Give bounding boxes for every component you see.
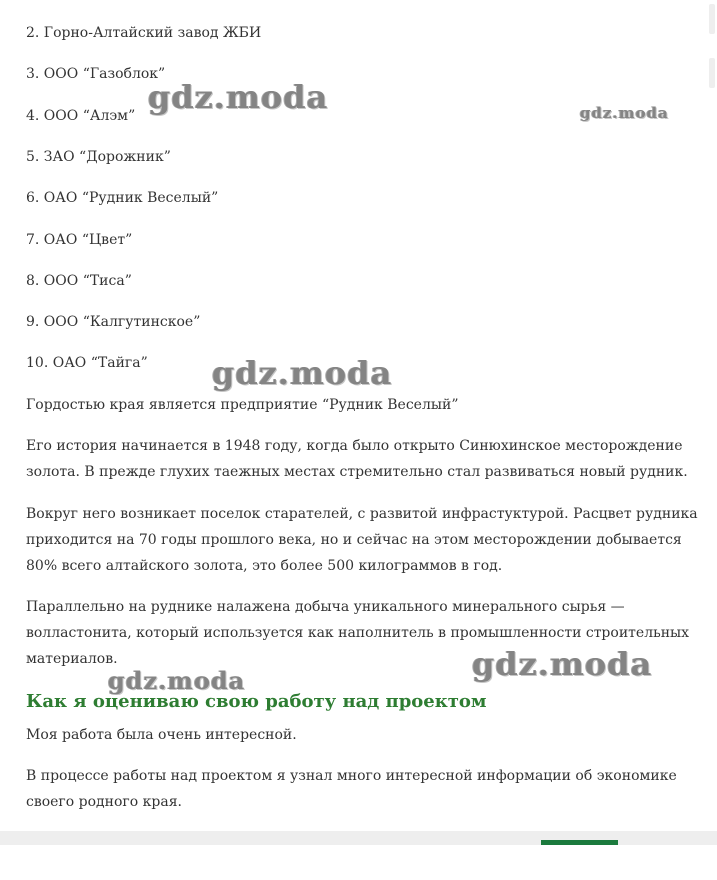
list-item: 4. ООО “Алэм”: [26, 108, 136, 124]
paragraph-mineral-line: Параллельно на руднике налажена добыча уникального минерального сырья —: [26, 599, 625, 615]
paragraph-mineral-line: материалов.: [26, 651, 118, 667]
paragraph-settlement-line: Вокруг него возникает поселок старателей, с развитой инфрастуктурой. Расцвет рудника: [26, 506, 698, 522]
watermark: gdz.moda: [148, 78, 329, 116]
pride-sentence: Гордостью края является предприятие “Рудник Веселый”: [26, 397, 459, 413]
footer-accent[interactable]: [541, 840, 618, 845]
list-item: 10. ОАО “Тайга”: [26, 355, 148, 371]
list-item: 3. ООО “Газоблок”: [26, 66, 166, 82]
paragraph-history-line: золота. В прежде глухих таежных местах стремительно стал развиваться новый рудник.: [26, 464, 688, 480]
list-item: 9. ООО “Калгутинское”: [26, 314, 201, 330]
scrollbar-thumb[interactable]: [709, 58, 715, 88]
list-item: 8. ООО “Тиса”: [26, 273, 132, 289]
watermark: gdz.moda: [212, 354, 393, 392]
watermark: gdz.moda: [472, 645, 653, 683]
paragraph-settlement-line: 80% всего алтайского золота, это более 500 килограммов в год.: [26, 558, 503, 574]
watermark: gdz.moda: [580, 104, 669, 122]
list-item: 6. ОАО “Рудник Веселый”: [26, 190, 219, 206]
paragraph-history-line: Его история начинается в 1948 году, когда было открыто Синюхинское месторождение: [26, 438, 683, 454]
scrollbar[interactable]: [705, 0, 717, 100]
watermark: gdz.moda: [108, 666, 246, 695]
paragraph-learning-line: своего родного края.: [26, 794, 182, 810]
scrollbar-thumb[interactable]: [709, 4, 715, 34]
list-item: 7. ОАО “Цвет”: [26, 232, 133, 248]
paragraph-settlement-line: приходится на 70 годы прошлого века, но и сейчас на этом месторождении добывается: [26, 532, 682, 548]
evaluation-sentence: Моя работа была очень интересной.: [26, 727, 297, 743]
paragraph-mineral-line: волластонита, который используется как наполнитель в промышленности строительных: [26, 625, 690, 641]
section-heading: Как я оцениваю свою работу над проектом: [26, 691, 487, 712]
list-item: 5. ЗАО “Дорожник”: [26, 149, 171, 165]
list-item: 2. Горно-Алтайский завод ЖБИ: [26, 25, 262, 41]
paragraph-learning-line: В процессе работы над проектом я узнал много интересной информации об экономике: [26, 768, 677, 784]
